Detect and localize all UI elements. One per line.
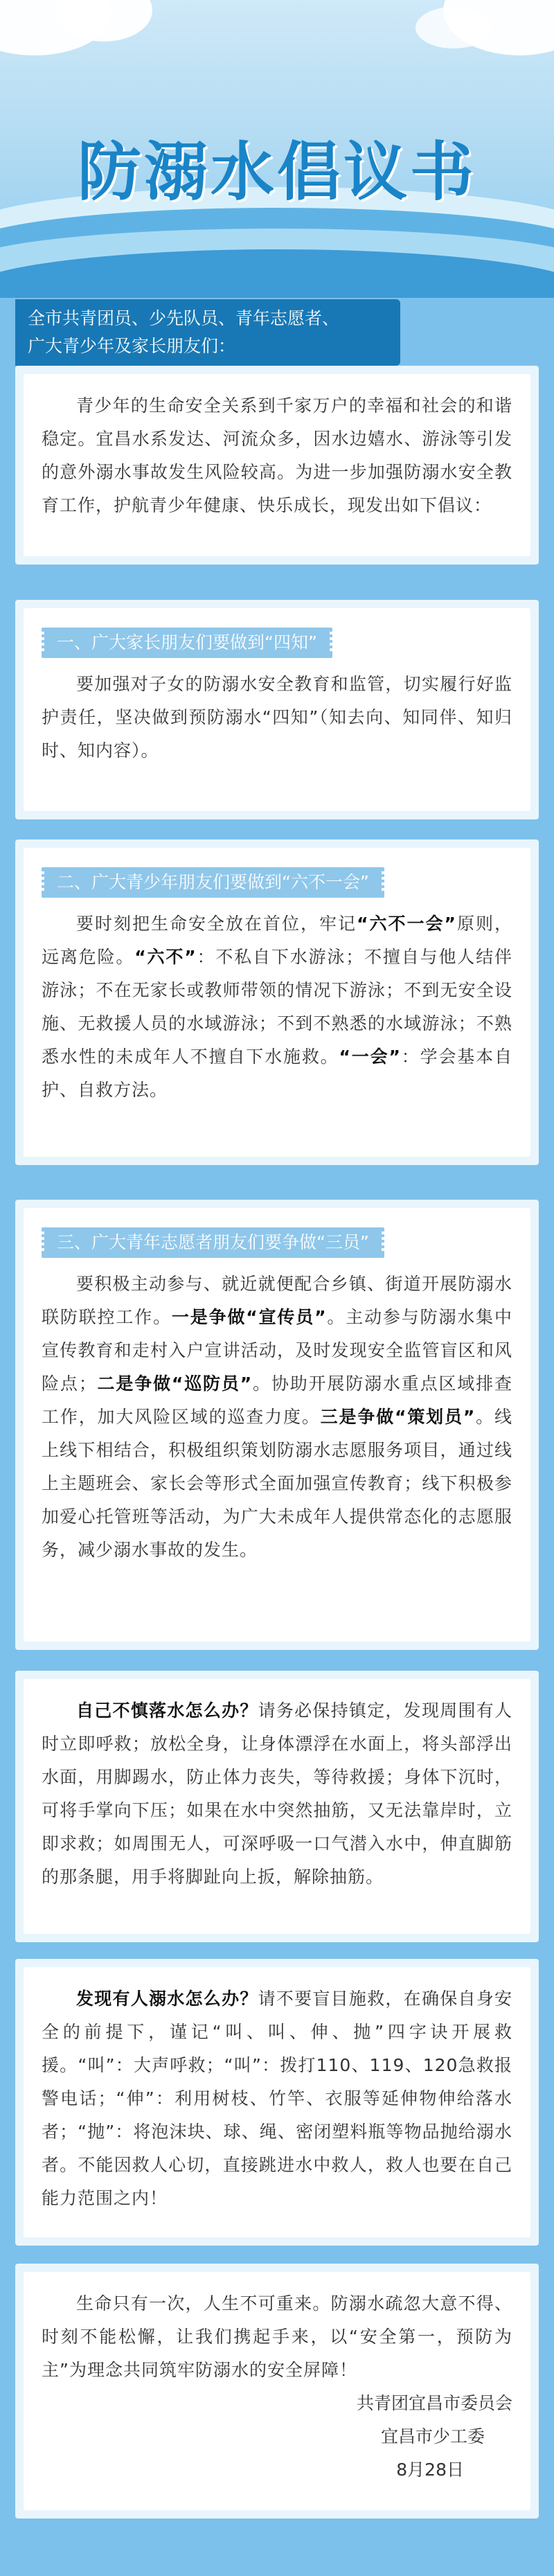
section-title: 一、广大家长朋友们要做到“四知” <box>42 628 332 658</box>
closing-panel <box>15 2264 539 2519</box>
rescue-text: 发现有人溺水怎么办？请不要盲目施救，在确保自身安全的前提下，谨记“叫、叫、伸、抛”四字诀开展救援。“叫”：大声呼救；“叫”：拨打110、119、120急救报警电话；“伸”：利用树枝、竹竿、衣服等延伸物伸给落水者；“抛”：将泡沫块、球、绳、密闭塑料瓶等物品抛给溺水者。不能因救人心切，直接跳进水中救人，救人也要在自己能力范围之内！ <box>42 1989 512 2208</box>
signature-block <box>42 2387 512 2487</box>
highlight-text: 一是争做“宣传员” <box>171 1307 327 1327</box>
highlight-text: 二是争做“巡防员” <box>96 1374 253 1394</box>
section-title: 二、广大青少年朋友们要做到“六不一会” <box>42 867 384 898</box>
greeting <box>15 299 539 366</box>
section-card <box>24 848 530 1157</box>
highlight-text: “一会” <box>339 1047 401 1067</box>
signature-date: 8月28日 <box>396 2460 464 2480</box>
closing-card <box>24 2272 530 2510</box>
section-volunteers <box>15 1200 539 1650</box>
signature-org: 宜昌市少工委 <box>380 2426 485 2446</box>
highlight-text: 自己不慎落水怎么办？ <box>76 1700 258 1721</box>
section-text: 要积极主动参与、就近就便配合乡镇、街道开展防溺水联防联控工作。一是争做“宣传员”。主动参与防溺水集中宣传教育和走村入户宣讲活动，及时发现安全监管盲区和风险点；二是争做“巡防员”。协助开展防溺水重点区域排查工作，加大风险区域的巡查力度。三是争做“策划员”。线上线下相结合，积极组织策划防溺水志愿服务项目，通过线上主题班会、家长会等形式全面加强宣传教育；线下积极参加爱心托管班等活动，为广大未成年人提供常态化的志愿服务，减少溺水事故的发生。 <box>42 1274 512 1560</box>
highlight-text: “六不” <box>134 947 197 967</box>
section-youth <box>15 840 539 1165</box>
section-text: 要加强对子女的防溺水安全教育和监管，切实履行好监护责任，坚决做到预防溺水“四知”（知去向、知同伴、知归时、知内容）。 <box>42 674 512 761</box>
page-title: 防溺水倡议书 <box>77 135 476 209</box>
highlight-text: 三是争做“策划员” <box>320 1407 476 1427</box>
closing-text: 生命只有一次，人生不可重来。防溺水疏忽大意不得、时刻不能松懈，让我们携起手来，以“安全第一，预防为主”为理念共同筑牢防溺水的安全屏障！ <box>42 2293 512 2380</box>
intro-panel <box>15 366 539 565</box>
intro-card <box>24 374 530 556</box>
signature-org: 共青团宜昌市委员会 <box>356 2393 512 2413</box>
section-title: 三、广大青年志愿者朋友们要争做“三员” <box>42 1227 384 1258</box>
rescue-card <box>24 1967 530 2237</box>
self-rescue-panel <box>15 1671 539 1942</box>
greeting-line: 广大青少年及家长朋友们： <box>28 336 236 356</box>
section-card <box>24 1208 530 1642</box>
header-banner <box>0 0 554 298</box>
self-rescue-text: 自己不慎落水怎么办？请务必保持镇定，发现周围有人时立即呼救；放松全身，让身体漂浮在水面上，将头部浮出水面，用脚踢水，防止体力丧失，等待救援；身体下沉时，可将手掌向下压；如果在水中突然抽筋，又无法靠岸时，立即求救；如周围无人，可深呼吸一口气潜入水中，伸直脚筋的那条腿，用手将脚趾向上扳，解除抽筋。 <box>42 1700 512 1887</box>
self-rescue-card <box>24 1679 530 1934</box>
section-text: 要时刻把生命安全放在首位，牢记“六不一会”原则，远离危险。“六不”：不私自下水游泳；不擅自与他人结伴游泳；不在无家长或教师带领的情况下游泳；不到无安全设施、无救援人员的水域游泳；不到不熟悉的水域游泳；不熟悉水性的未成年人不擅自下水施救。“一会”：学会基本自护、自救方法。 <box>42 914 512 1100</box>
highlight-text: “六不一会” <box>357 914 456 934</box>
section-parents <box>15 600 539 819</box>
cloud-decoration <box>416 7 492 48</box>
greeting-label <box>15 299 400 366</box>
intro-text: 青少年的生命安全关系到千家万户的幸福和社会的和谐稳定。宜昌水系发达、河流众多，因水边嬉水、游泳等引发的意外溺水事故发生风险较高。为进一步加强防溺水安全教育工作，护航青少年健康、快乐成长，现发出如下倡议： <box>42 396 512 515</box>
rescue-panel <box>15 1959 539 2246</box>
greeting-line: 全市共青团员、少先队员、青年志愿者、 <box>28 308 340 328</box>
section-card <box>24 608 530 811</box>
highlight-text: 发现有人溺水怎么办？ <box>76 1989 258 2009</box>
